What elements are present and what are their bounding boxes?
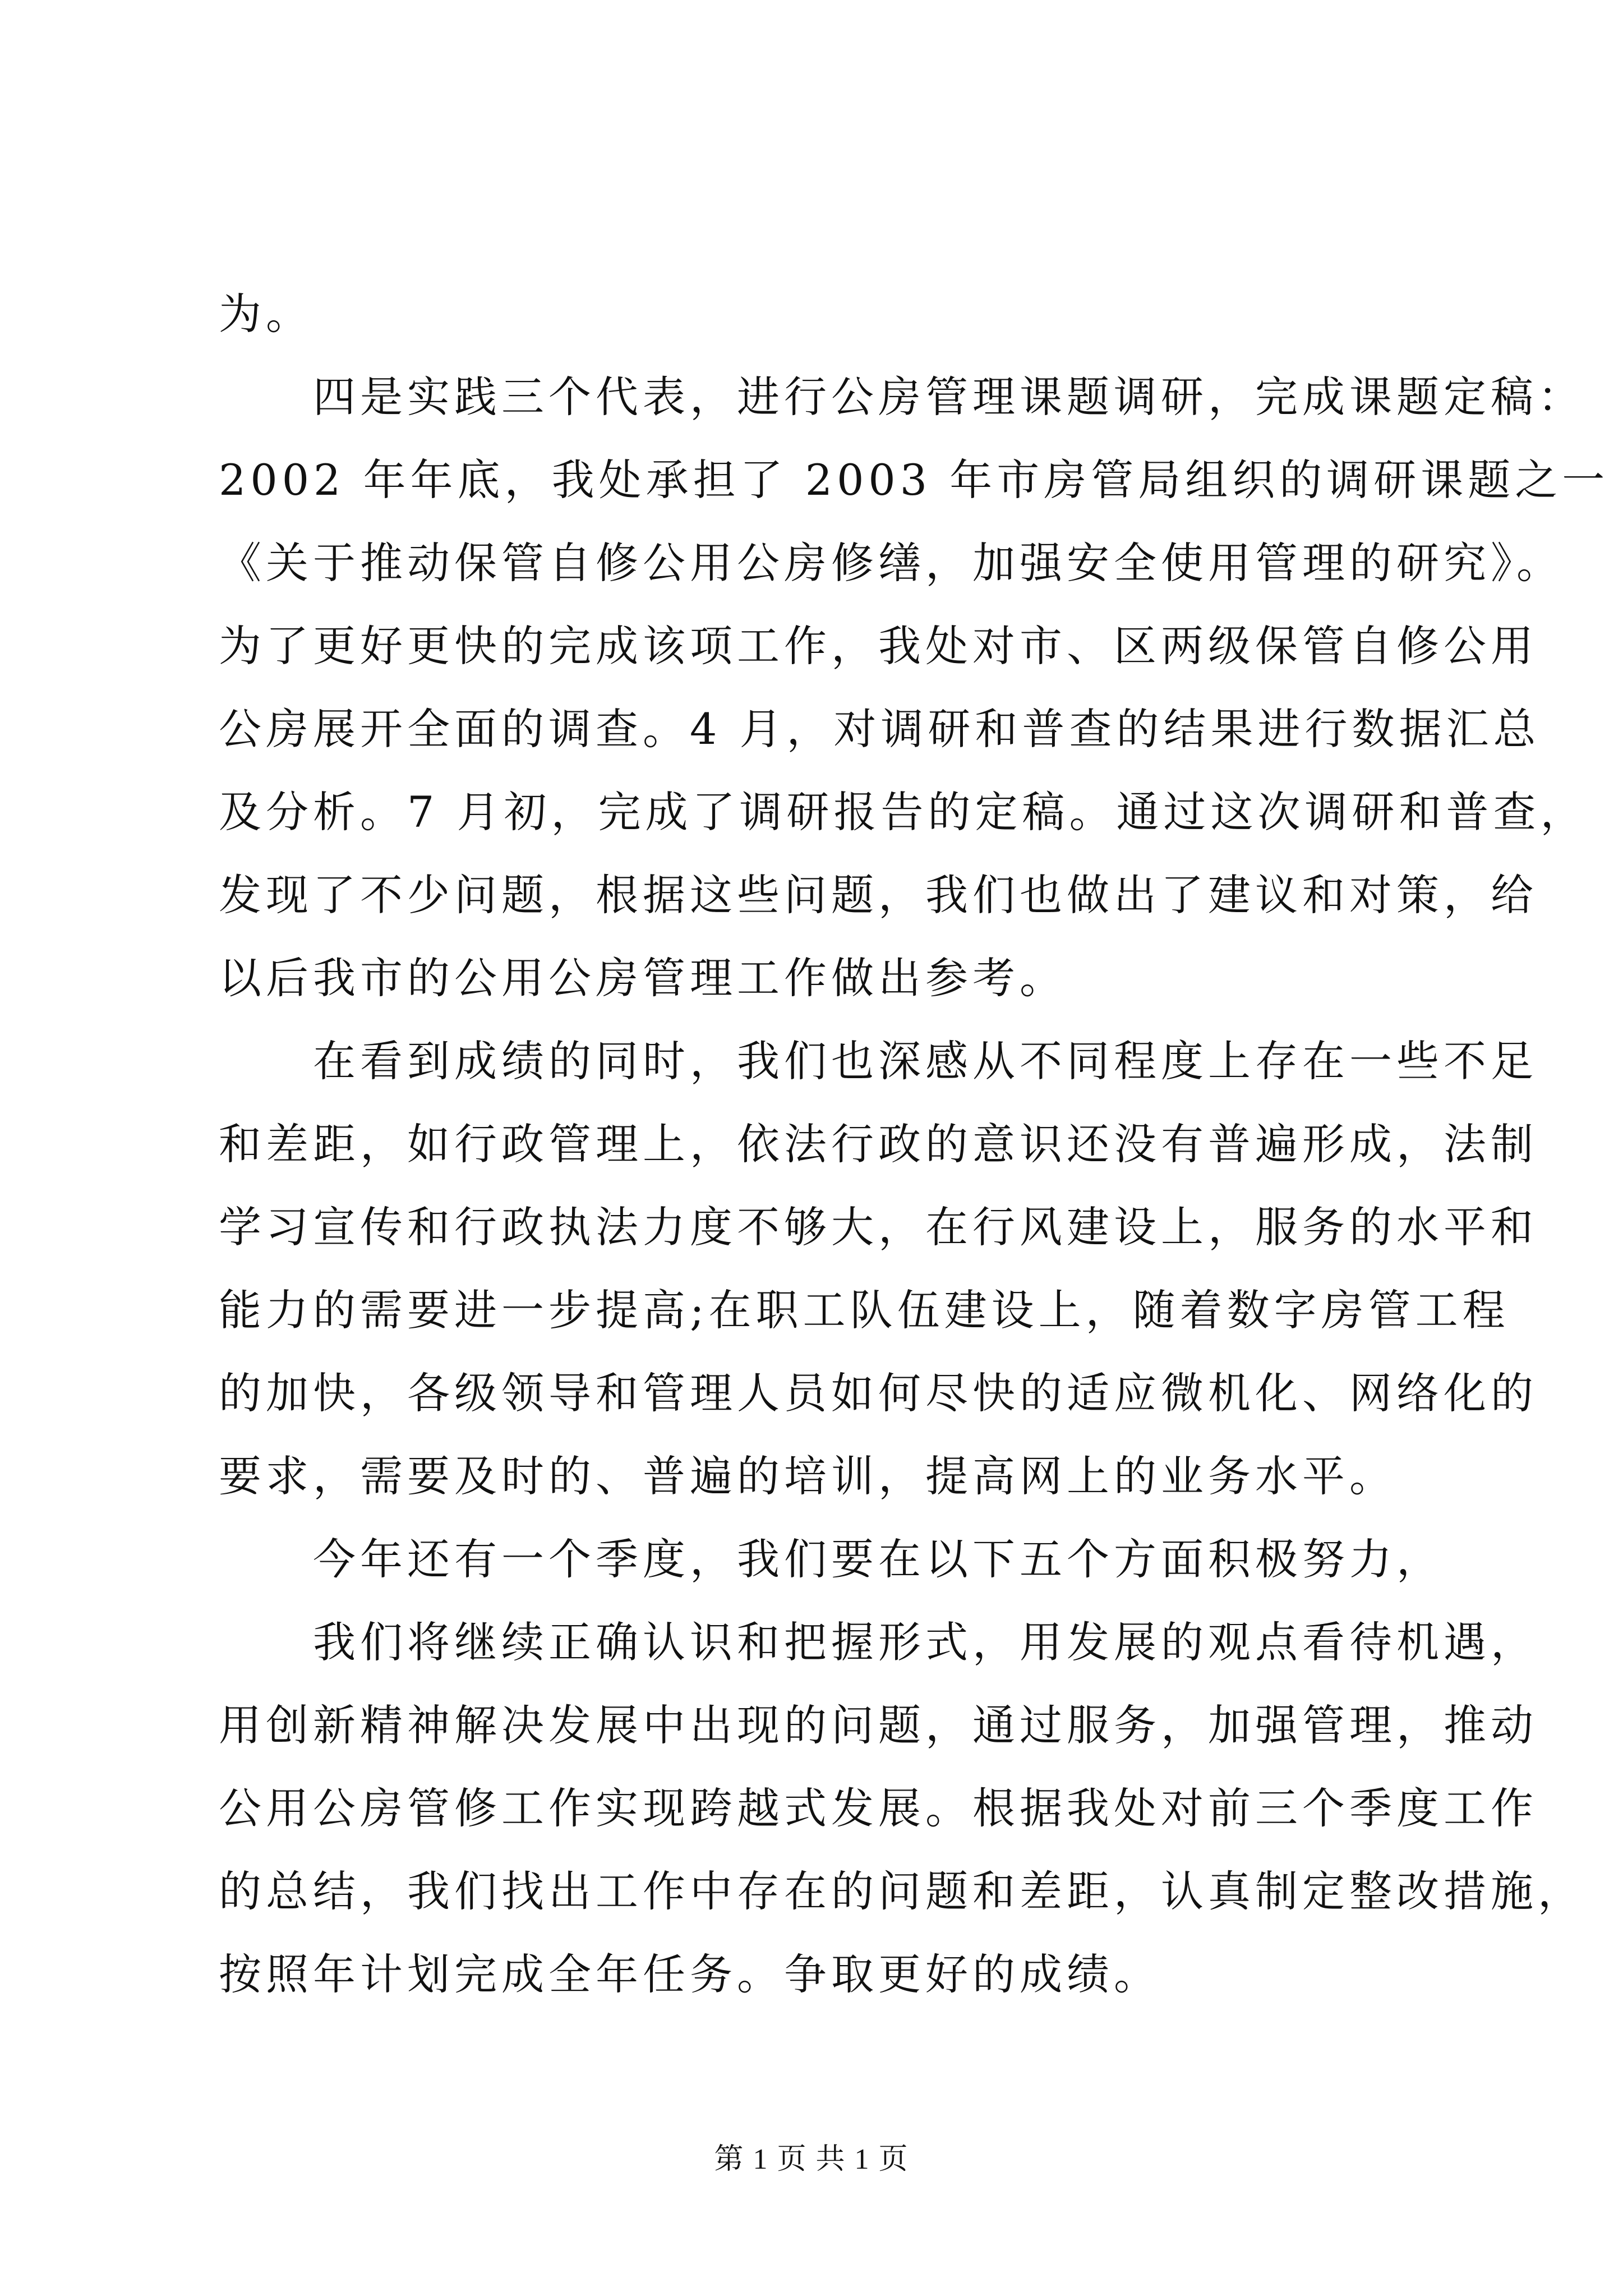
text-line: 和差距，如行政管理上，依法行政的意识还没有普遍形成，法制	[219, 1119, 1538, 1169]
text-line: 公用公房管修工作实现跨越式发展。根据我处对前三个季度工作	[219, 1783, 1538, 1833]
text-line: 为。	[219, 289, 313, 339]
text-line: 及分析。7 月初，完成了调研报告的定稿。通过这次调研和普查，	[219, 787, 1588, 837]
text-line: 学习宣传和行政执法力度不够大，在行风建设上，服务的水平和	[219, 1202, 1538, 1252]
text-line: 用创新精神解决发展中出现的问题，通过服务，加强管理，推动	[219, 1700, 1538, 1750]
paragraph-5	[219, 1601, 1585, 2016]
document-body	[219, 273, 1610, 2016]
text-line: 要求，需要及时的、普遍的培训，提高网上的业务水平。	[219, 1451, 1396, 1501]
text-line: 2002 年年底，我处承担了 2003 年市房管局组织的调研课题之一	[219, 455, 1610, 505]
text-line: 在看到成绩的同时，我们也深感从不同程度上存在一些不足	[313, 1036, 1538, 1086]
text-line: 我们将继续正确认识和把握形式，用发展的观点看待机遇，	[313, 1617, 1538, 1667]
paragraph-2	[219, 356, 1610, 1020]
text-line: 为了更好更快的完成该项工作，我处对市、区两级保管自修公用	[219, 621, 1538, 671]
page-number-footer: 第 1 页 共 1 页	[714, 2143, 909, 2175]
text-line: 《关于推动保管自修公用公房修缮，加强安全使用管理的研究》。	[219, 538, 1564, 588]
text-line: 四是实践三个代表，进行公房管理课题调研，完成课题定稿：	[313, 372, 1585, 422]
text-line: 的总结，我们找出工作中存在的问题和差距，认真制定整改措施，	[219, 1866, 1585, 1916]
text-line: 按照年计划完成全年任务。争取更好的成绩。	[219, 1949, 1161, 1999]
paragraph-4	[219, 1518, 1444, 1601]
text-line: 发现了不少问题，根据这些问题，我们也做出了建议和对策，给	[219, 870, 1538, 920]
text-line: 的加快，各级领导和管理人员如何尽快的适应微机化、网络化的	[219, 1368, 1538, 1418]
text-line: 公房展开全面的调查。4 月，对调研和普查的结果进行数据汇总	[219, 704, 1541, 754]
text-line: 能力的需要进一步提高;在职工队伍建设上，随着数字房管工程	[219, 1285, 1510, 1335]
paragraph-1	[219, 273, 1419, 356]
text-line: 今年还有一个季度，我们要在以下五个方面积极努力，	[313, 1534, 1444, 1584]
paragraph-3	[219, 1020, 1538, 1518]
text-line: 以后我市的公用公房管理工作做出参考。	[219, 953, 1067, 1003]
